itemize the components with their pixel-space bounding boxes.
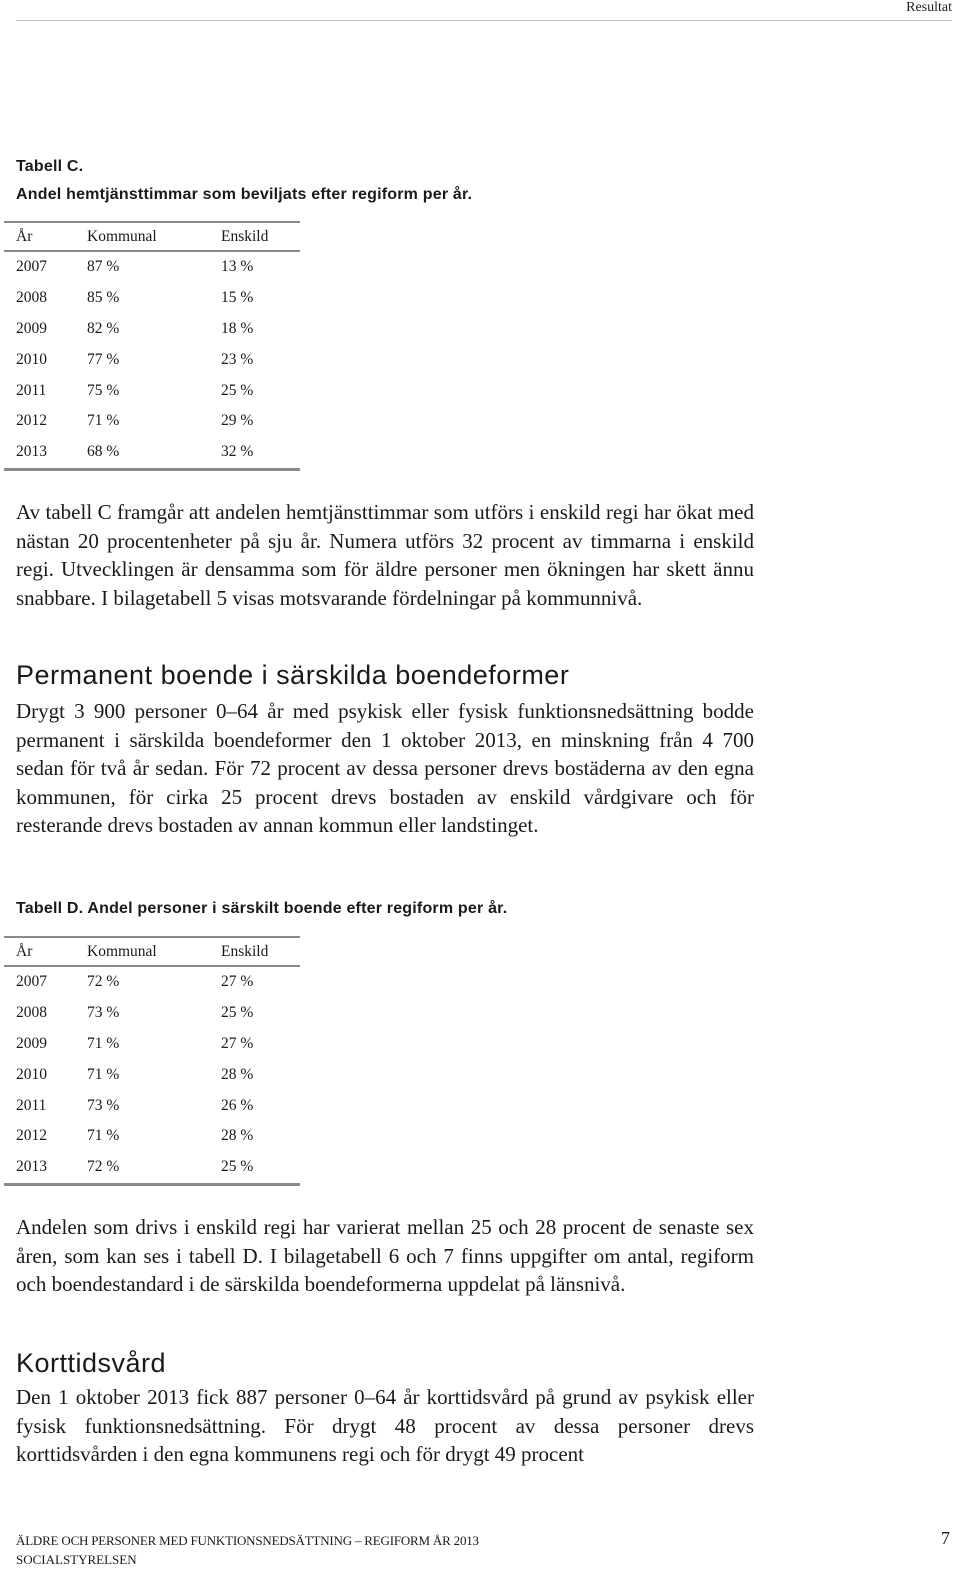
cell-enskild: 13 % (221, 258, 254, 276)
cell-kommunal: 71 % (87, 1034, 120, 1052)
table-c-caption-line2: Andel hemtjänsttimmar som beviljats efter regiform per år. (16, 186, 473, 203)
table-row (4, 1029, 300, 1060)
cell-year: 2007 (16, 973, 47, 991)
cell-enskild: 28 % (221, 1127, 254, 1145)
cell-enskild: 28 % (221, 1065, 254, 1083)
table-row (4, 251, 300, 283)
cell-kommunal: 71 % (87, 1065, 120, 1083)
section-heading-permanent-boende: Permanent boende i särskilda boendeformer (16, 660, 570, 690)
page-number: 7 (941, 1528, 950, 1548)
cell-kommunal: 71 % (87, 412, 120, 430)
table-header-row (4, 937, 300, 966)
column-header-year: År (4, 222, 87, 251)
footer-organization: SOCIALSTYRELSEN (16, 1552, 137, 1567)
table-row (4, 998, 300, 1029)
cell-year: 2013 (4, 1152, 87, 1184)
table-row (4, 375, 300, 406)
footer-title: ÄLDRE OCH PERSONER MED FUNKTIONSNEDSÄTTNING – REGIFORM ÅR 2013 (16, 1533, 479, 1548)
cell-kommunal: 87 % (87, 258, 120, 276)
cell-year: 2008 (16, 1004, 47, 1022)
cell-year: 2007 (16, 258, 47, 276)
cell-year: 2010 (16, 1065, 47, 1083)
paragraph-table-d-summary: Andelen som drivs i enskild regi har varierat mellan 25 och 28 procent de senaste sex åren, som kan ses i tabell D. I bilagetabell 6 och 7 finns uppgifter om antal, regiform och boendestandard i de särskilda boendeformerna uppdelat på länsnivå. (16, 1215, 754, 1296)
cell-year: 2008 (16, 289, 47, 307)
column-header-enskild: Enskild (221, 222, 300, 251)
table-row (4, 344, 300, 375)
cell-enskild: 23 % (221, 350, 254, 368)
cell-year: 2012 (16, 1127, 47, 1145)
running-header: Resultat (906, 0, 952, 15)
cell-year: 2009 (16, 1034, 47, 1052)
cell-enskild: 25 % (221, 381, 254, 399)
table-c (4, 221, 300, 471)
cell-kommunal: 68 % (87, 437, 221, 469)
table-row (4, 966, 300, 998)
table-row (4, 1059, 300, 1090)
cell-year: 2012 (16, 412, 47, 430)
column-header-year: År (4, 937, 87, 966)
section-heading-korttidsvard: Korttidsvård (16, 1348, 167, 1378)
cell-year: 2011 (16, 1096, 47, 1114)
cell-enskild: 15 % (221, 289, 254, 307)
cell-year: 2013 (4, 437, 87, 469)
cell-kommunal: 75 % (87, 381, 120, 399)
paragraph-table-c-summary: Av tabell C framgår att andelen hemtjänsttimmar som utförs i enskild regi har ökat med nästan 20 procentenheter på sju år. Numera utförs 32 procent av timmarna i enskild regi. Utvecklingen är densamma som för äldre personer men ökningen har skett ännu snabbare. I bilagetabell 5 visas motsvarande fördelningar på kommunnivå. (16, 500, 754, 610)
cell-enskild: 29 % (221, 412, 254, 430)
cell-enskild: 27 % (221, 1034, 254, 1052)
cell-year: 2011 (16, 381, 47, 399)
column-header-kommunal: Kommunal (87, 222, 221, 251)
cell-kommunal: 71 % (87, 1127, 120, 1145)
cell-year: 2010 (16, 350, 47, 368)
cell-kommunal: 85 % (87, 289, 120, 307)
cell-year: 2009 (16, 319, 47, 337)
cell-kommunal: 73 % (87, 1096, 120, 1114)
cell-enskild: 25 % (221, 1152, 300, 1184)
cell-kommunal: 73 % (87, 1004, 120, 1022)
table-row (4, 314, 300, 345)
header-rule (16, 20, 952, 21)
table-row (4, 406, 300, 437)
column-header-kommunal: Kommunal (87, 937, 221, 966)
table-d-caption: Tabell D. Andel personer i särskilt boende efter regiform per år. (16, 900, 508, 917)
cell-enskild: 25 % (221, 1004, 254, 1022)
cell-kommunal: 82 % (87, 319, 120, 337)
table-row (4, 1152, 300, 1184)
cell-kommunal: 72 % (87, 973, 120, 991)
column-header-enskild: Enskild (221, 937, 300, 966)
paragraph-korttidsvard: Den 1 oktober 2013 fick 887 personer 0–64 år korttidsvård på grund av psykisk eller fysisk funktionsnedsättning. För drygt 48 procent av dessa personer drevs korttidsvården i den egna kommunens regi och för drygt 49 procent (16, 1385, 754, 1466)
table-c-caption-line1: Tabell C. (16, 158, 84, 175)
table-row (4, 437, 300, 469)
table-d (4, 936, 300, 1186)
cell-enskild: 32 % (221, 437, 300, 469)
cell-enskild: 27 % (221, 973, 254, 991)
cell-enskild: 18 % (221, 319, 254, 337)
cell-kommunal: 72 % (87, 1152, 221, 1184)
table-header-row (4, 222, 300, 251)
table-row (4, 1121, 300, 1152)
cell-enskild: 26 % (221, 1096, 254, 1114)
table-row (4, 283, 300, 314)
table-row (4, 1090, 300, 1121)
cell-kommunal: 77 % (87, 350, 120, 368)
paragraph-permanent-boende: Drygt 3 900 personer 0–64 år med psykisk eller fysisk funktionsnedsättning bodde permanent i särskilda boendeformer den 1 oktober 2013, en minskning från 4 700 sedan för två år sedan. För 72 procent av dessa personer drevs bostäderna av den egna kommunen, för cirka 25 procent drevs bostaden av enskild vårdgivare och för resterande drevs bostaden av annan kommun eller landstinget. (16, 699, 754, 837)
